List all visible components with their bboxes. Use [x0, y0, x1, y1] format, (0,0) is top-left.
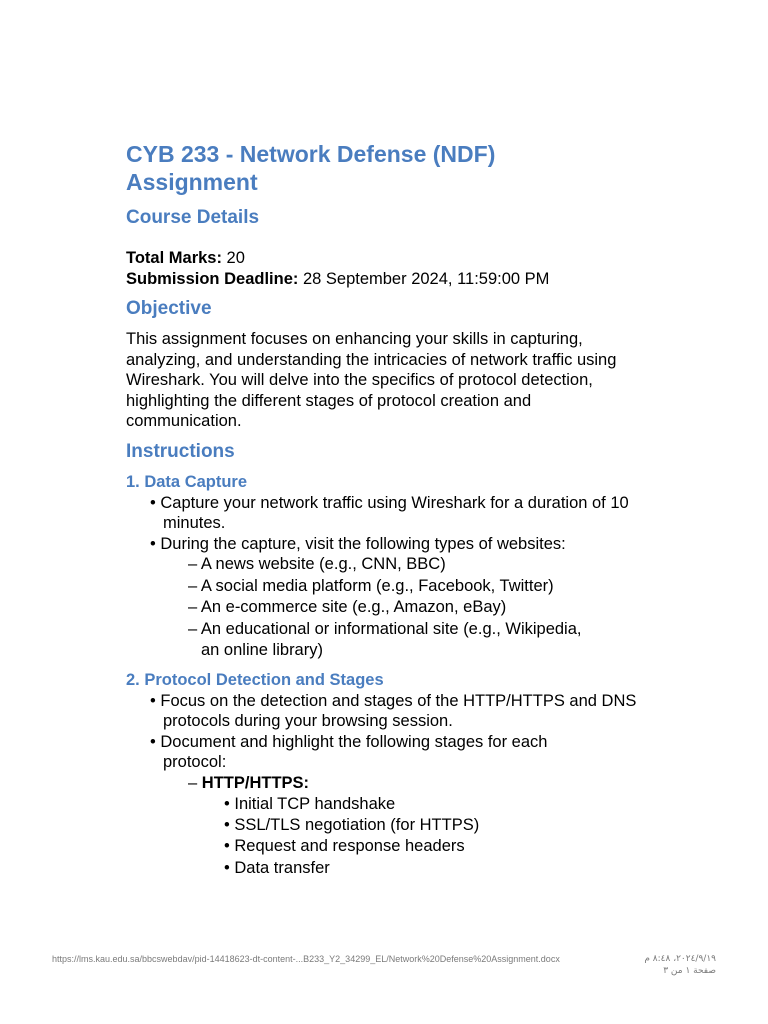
document-title-line-2: Assignment [126, 169, 258, 195]
bullet-marker: • [224, 795, 230, 813]
total-marks-value: 20 [221, 249, 245, 267]
list-subitem: – An e-commerce site (e.g., Amazon, eBay) [188, 598, 507, 616]
section-2-heading: 2. Protocol Detection and Stages [126, 670, 384, 689]
bullet-marker: • [150, 534, 156, 553]
deadline-label: Submission Deadline: [126, 269, 299, 288]
section-1-list [126, 493, 646, 662]
total-marks-line [126, 248, 646, 269]
list-subitem: – A social media platform (e.g., Facebook, Twitter) [188, 576, 554, 595]
dash-marker: – [188, 576, 198, 595]
dash-marker: – [188, 555, 198, 573]
list-item: • Document and highlight the following stages for each protocol: [150, 732, 548, 771]
footer-url: https://lms.kau.edu.sa/bbcswebdav/pid-14418623-dt-content-...B233_Y2_34299_EL/Network%20Defense%20Assignment.docx [52, 954, 560, 964]
list-subsubitem: • SSL/TLS negotiation (for HTTPS) [224, 816, 480, 835]
list-subitem: – HTTP/HTTPS: [188, 773, 310, 792]
bullet-marker: • [224, 837, 230, 856]
list-item: • Capture your network traffic using Wireshark for a duration of 10 minutes. [150, 493, 629, 532]
bullet-marker: • [150, 493, 156, 512]
bullet-marker: • [224, 816, 230, 835]
objective-heading: Objective [126, 298, 212, 319]
list-item: • Focus on the detection and stages of the HTTP/HTTPS and DNS protocols during your browsing session. [150, 691, 637, 730]
list-subitem: – A news website (e.g., CNN, BBC) [188, 555, 446, 573]
list-subsubitem: • Request and response headers [224, 837, 465, 856]
list-subsubitem: • Data transfer [224, 858, 330, 877]
list-subsubitem: • Initial TCP handshake [224, 795, 396, 813]
bullet-marker: • [150, 732, 156, 751]
footer-meta [636, 953, 716, 977]
section-2-list [126, 691, 646, 879]
bullet-marker: • [224, 858, 230, 877]
document-title [126, 140, 646, 196]
footer-page-number: صفحة ١ من ٣ [663, 966, 716, 976]
course-details-heading: Course Details [126, 207, 260, 228]
bullet-marker: • [150, 691, 156, 710]
footer-datetime: ٢٠٢٤/٩/١٩، ٨:٤٨ م [644, 954, 716, 964]
deadline-value: 28 September 2024, 11:59:00 PM [298, 269, 550, 288]
section-1-heading: 1. Data Capture [126, 472, 248, 491]
objective-text: This assignment focuses on enhancing your skills in capturing, analyzing, and understanding the intricacies of network traffic using Wireshark. You will delve into the specifics of protocol detection, highlighting the different stages of protocol creation and communication. [126, 330, 617, 430]
instructions-heading: Instructions [126, 440, 235, 462]
dash-marker: – [188, 598, 198, 616]
dash-marker: – [188, 773, 198, 792]
deadline-line [126, 269, 646, 290]
list-subitem: – An educational or informational site (e.g., Wikipedia, an online library) [188, 619, 582, 659]
document-title-line-1: CYB 233 - Network Defense (NDF) [126, 141, 496, 167]
total-marks-label: Total Marks: [126, 249, 222, 267]
dash-marker: – [188, 619, 198, 638]
document-body [126, 140, 646, 879]
course-details [126, 248, 646, 289]
list-item: • During the capture, visit the following types of websites: [150, 534, 566, 553]
